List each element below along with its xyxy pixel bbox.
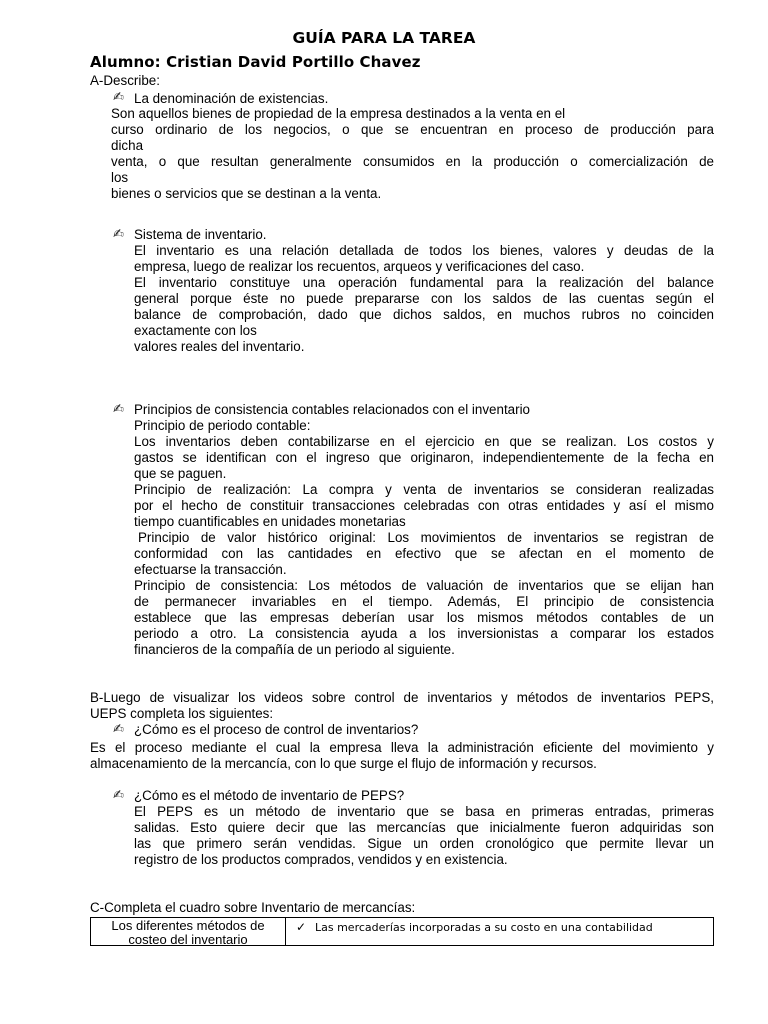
question-peps-title: ¿Cómo es el método de inventario de PEPS? (134, 788, 405, 803)
item3-line: Principio de periodo contable: (134, 418, 311, 433)
writing-hand-icon: ✍ (113, 788, 124, 803)
question-control-title: ¿Cómo es el proceso de control de inventarios? (134, 722, 419, 737)
item2-line: balance de comprobación, dado que dichos saldos, en muchos rubros no coinciden (134, 307, 714, 322)
item3-line: que se paguen. (134, 466, 227, 481)
item3-line: por el hecho de constituir transacciones celebradas con otras entidades y así el mismo (134, 498, 714, 513)
inventory-table (90, 917, 714, 946)
section-b-intro: UEPS completa los siguientes: (90, 706, 274, 721)
writing-hand-icon: ✍ (113, 402, 124, 417)
item3-line: de permanecer invariables en el tiempo. Además, El principio de consistencia (134, 594, 714, 609)
item3-line: Los inventarios deben contabilizarse en el ejercicio en que se realizan. Los costos y (134, 434, 714, 449)
item1-title: La denominación de existencias. (134, 91, 329, 106)
check-icon: ✓ (296, 920, 307, 934)
item1-line: venta, o que resultan generalmente consumidos en la producción o comercialización de (111, 154, 714, 169)
item2-title: Sistema de inventario. (134, 227, 267, 242)
item3-line: establece que las empresas deberían usar los mismos métodos contables de un (134, 610, 714, 625)
table-header-cell (91, 918, 286, 945)
item3-line: financieros de la compañía de un periodo al siguiente. (134, 642, 455, 657)
table-header-line: costeo del inventario (128, 932, 248, 947)
item1-line: los (111, 170, 129, 185)
item3-line: efectuarse la transacción. (134, 562, 287, 577)
item3-title: Principios de consistencia contables relacionados con el inventario (134, 402, 530, 417)
item2-line: valores reales del inventario. (134, 339, 305, 354)
question-peps-answer: las que primero serán vendidas. Sigue un orden cronológico que permite llevar un (134, 836, 714, 851)
page-title: GUÍA PARA LA TAREA (292, 29, 476, 47)
question-peps-answer: El PEPS es un método de inventario que se basa en primeras entradas, primeras (134, 804, 714, 819)
writing-hand-icon: ✍ (113, 227, 124, 242)
question-control-answer: Es el proceso mediante el cual la empresa lleva la administración eficiente del movimiento y (90, 740, 714, 755)
table-value-cell: Las mercaderías incorporadas a su costo en una contabilidad (315, 921, 653, 934)
item2-line: exactamente con los (134, 323, 257, 338)
item3-line: gastos se identifican con el ingreso que originaron, independientemente de la fecha en (134, 450, 714, 465)
item1-line: bienes o servicios que se destinan a la venta. (111, 186, 382, 201)
question-peps-answer: registro de los productos comprados, vendidos y en existencia. (134, 852, 508, 867)
question-control-answer: almacenamiento de la mercancía, con lo que surge el flujo de información y recursos. (90, 756, 597, 771)
question-peps-answer: salidas. Esto quiere decir que las mercancías que inicialmente fueron adquiridas son (134, 820, 714, 835)
item1-line: curso ordinario de los negocios, o que se encuentran en proceso de producción para (111, 122, 714, 137)
item2-line: El inventario constituye una operación fundamental para la realización del balance (134, 275, 714, 290)
table-header-line: Los diferentes métodos de (111, 918, 265, 933)
item1-line: dicha (111, 138, 144, 153)
section-b-intro: B-Luego de visualizar los videos sobre control de inventarios y métodos de inventarios PEPS, (90, 690, 714, 705)
item3-line: Principio de realización: La compra y venta de inventarios se consideran realizadas (134, 482, 714, 497)
item2-line: general porque éste no puede prepararse con los saldos de las cuentas según el (134, 291, 714, 306)
student-name: Alumno: Cristian David Portillo Chavez (90, 53, 421, 71)
section-a-heading: A-Describe: (90, 73, 160, 88)
item2-line: El inventario es una relación detallada de todos los bienes, valores y deudas de la (134, 243, 714, 258)
item3-line: conformidad con las cantidades en efectivo que se afectan en el momento de (134, 546, 714, 561)
item3-line: Principio de valor histórico original: Los movimientos de inventarios se registran de (138, 530, 714, 545)
writing-hand-icon: ✍ (113, 90, 124, 105)
item1-line: Son aquellos bienes de propiedad de la empresa destinados a la venta en el (111, 106, 566, 121)
item3-line: periodo a otro. La consistencia ayuda a los inversionistas a comparar los estados (134, 626, 714, 641)
item3-line: Principio de consistencia: Los métodos de valuación de inventarios que se elijan han (134, 578, 714, 593)
item3-line: tiempo cuantificables en unidades monetarias (134, 514, 406, 529)
writing-hand-icon: ✍ (113, 722, 124, 737)
item2-line: empresa, luego de realizar los recuentos, arqueos y verificaciones del caso. (134, 259, 585, 274)
section-c-heading: C-Completa el cuadro sobre Inventario de mercancías: (90, 900, 416, 915)
